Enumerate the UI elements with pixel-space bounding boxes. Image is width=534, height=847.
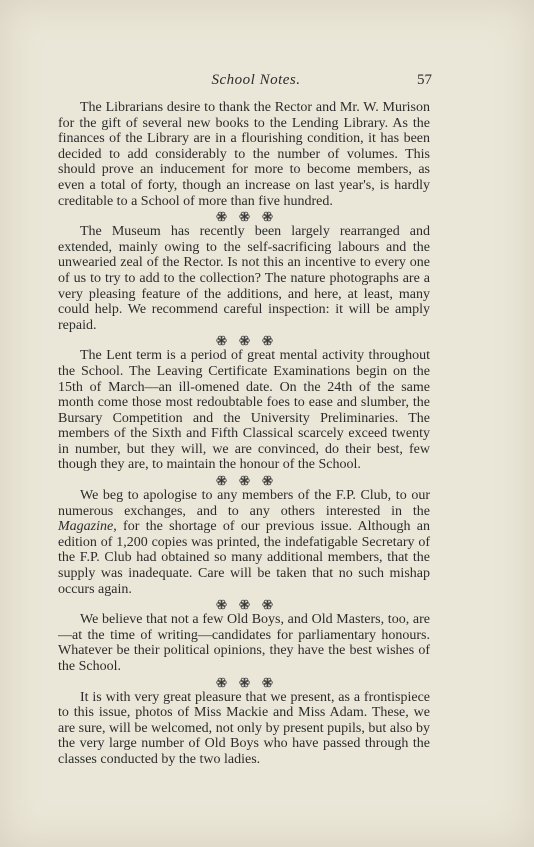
paragraph-library: The Librarians desire to thank the Rector and Mr. W. Murison for the gift of several new books to the Lending Library. As the finances of the Library are in a flourishing condition, it has been decided to add considerably to the number of volumes. This should prove an inducement for more to become members, as even a total of forty, though an increase on last year's, is hardly creditable to a School of more than five hundred. [58, 100, 430, 209]
running-title: School Notes. [211, 72, 301, 88]
rosette-icon [262, 475, 273, 486]
rosette-icon [262, 599, 273, 610]
paragraph-lent-term: The Lent term is a period of great mental activity throughout the School. The Leaving Certificate Examinations begin on the 15th of March—an ill-omened date. On the 24th of the same month come those most redoubtable foes to ease and slumber, the Bursary Competition and the University Preliminaries. The members of the Sixth and Fifth Classical scarcely exceed twenty in number, but they will, we are convinced, do their best, few though they are, to maintain the honour of the School. [58, 348, 430, 473]
rosette-icon [216, 475, 227, 486]
rosette-icon [262, 335, 273, 346]
rosette-icon [216, 211, 227, 222]
paragraph-museum: The Museum has recently been largely rearranged and extended, mainly owing to the self-sacrificing labours and the unwearied zeal of the Rector. Is not this an incentive to every one of us to try to add to the collection? The nature photographs are a very pleasing feature of the additions, and here, at least, many could help. We recommend careful inspection: it will be amply repaid. [58, 224, 430, 333]
section-ornament [58, 675, 430, 690]
rosette-icon [262, 677, 273, 688]
section-ornament [58, 333, 430, 348]
section-ornament [58, 597, 430, 612]
section-ornament [58, 473, 430, 488]
rosette-icon [216, 677, 227, 688]
rosette-icon [239, 475, 250, 486]
running-head [80, 72, 432, 92]
rosette-icon [239, 335, 250, 346]
section-ornament [58, 209, 430, 224]
paragraph-apology-text: , for the shortage of our previous issue. Although an edition of 1,200 copies was printed, the indefatigable Secretary of the F.P. Club had obtained so many additional members, that the supply was inadequate. Care will be taken that no such mishap occurs again. [58, 519, 430, 597]
rosette-icon [262, 211, 273, 222]
magazine-title: Magazine [58, 519, 114, 535]
rosette-icon [239, 211, 250, 222]
rosette-icon [239, 599, 250, 610]
rosette-icon [216, 335, 227, 346]
rosette-icon [216, 599, 227, 610]
paragraph-old-boys: We believe that not a few Old Boys, and Old Masters, too, are—at the time of writing—candidates for parliamentary honours. Whatever be their political opinions, they have the best wishes of the School. [58, 612, 430, 674]
paragraph-apology-text: We beg to apologise to any members of the F.P. Club, to our numerous exchanges, and to any others interested in the [58, 488, 430, 519]
paragraph-apology [58, 488, 430, 597]
page-number: 57 [417, 72, 432, 88]
rosette-icon [239, 677, 250, 688]
paragraph-frontispiece: It is with very great pleasure that we present, as a frontispiece to this issue, photos of Miss Mackie and Miss Adam. These, we are sure, will be welcomed, not only by present pupils, but also by the very large number of Old Boys who have passed through the classes conducted by the two ladies. [58, 689, 430, 767]
school-notes-text [58, 100, 430, 768]
